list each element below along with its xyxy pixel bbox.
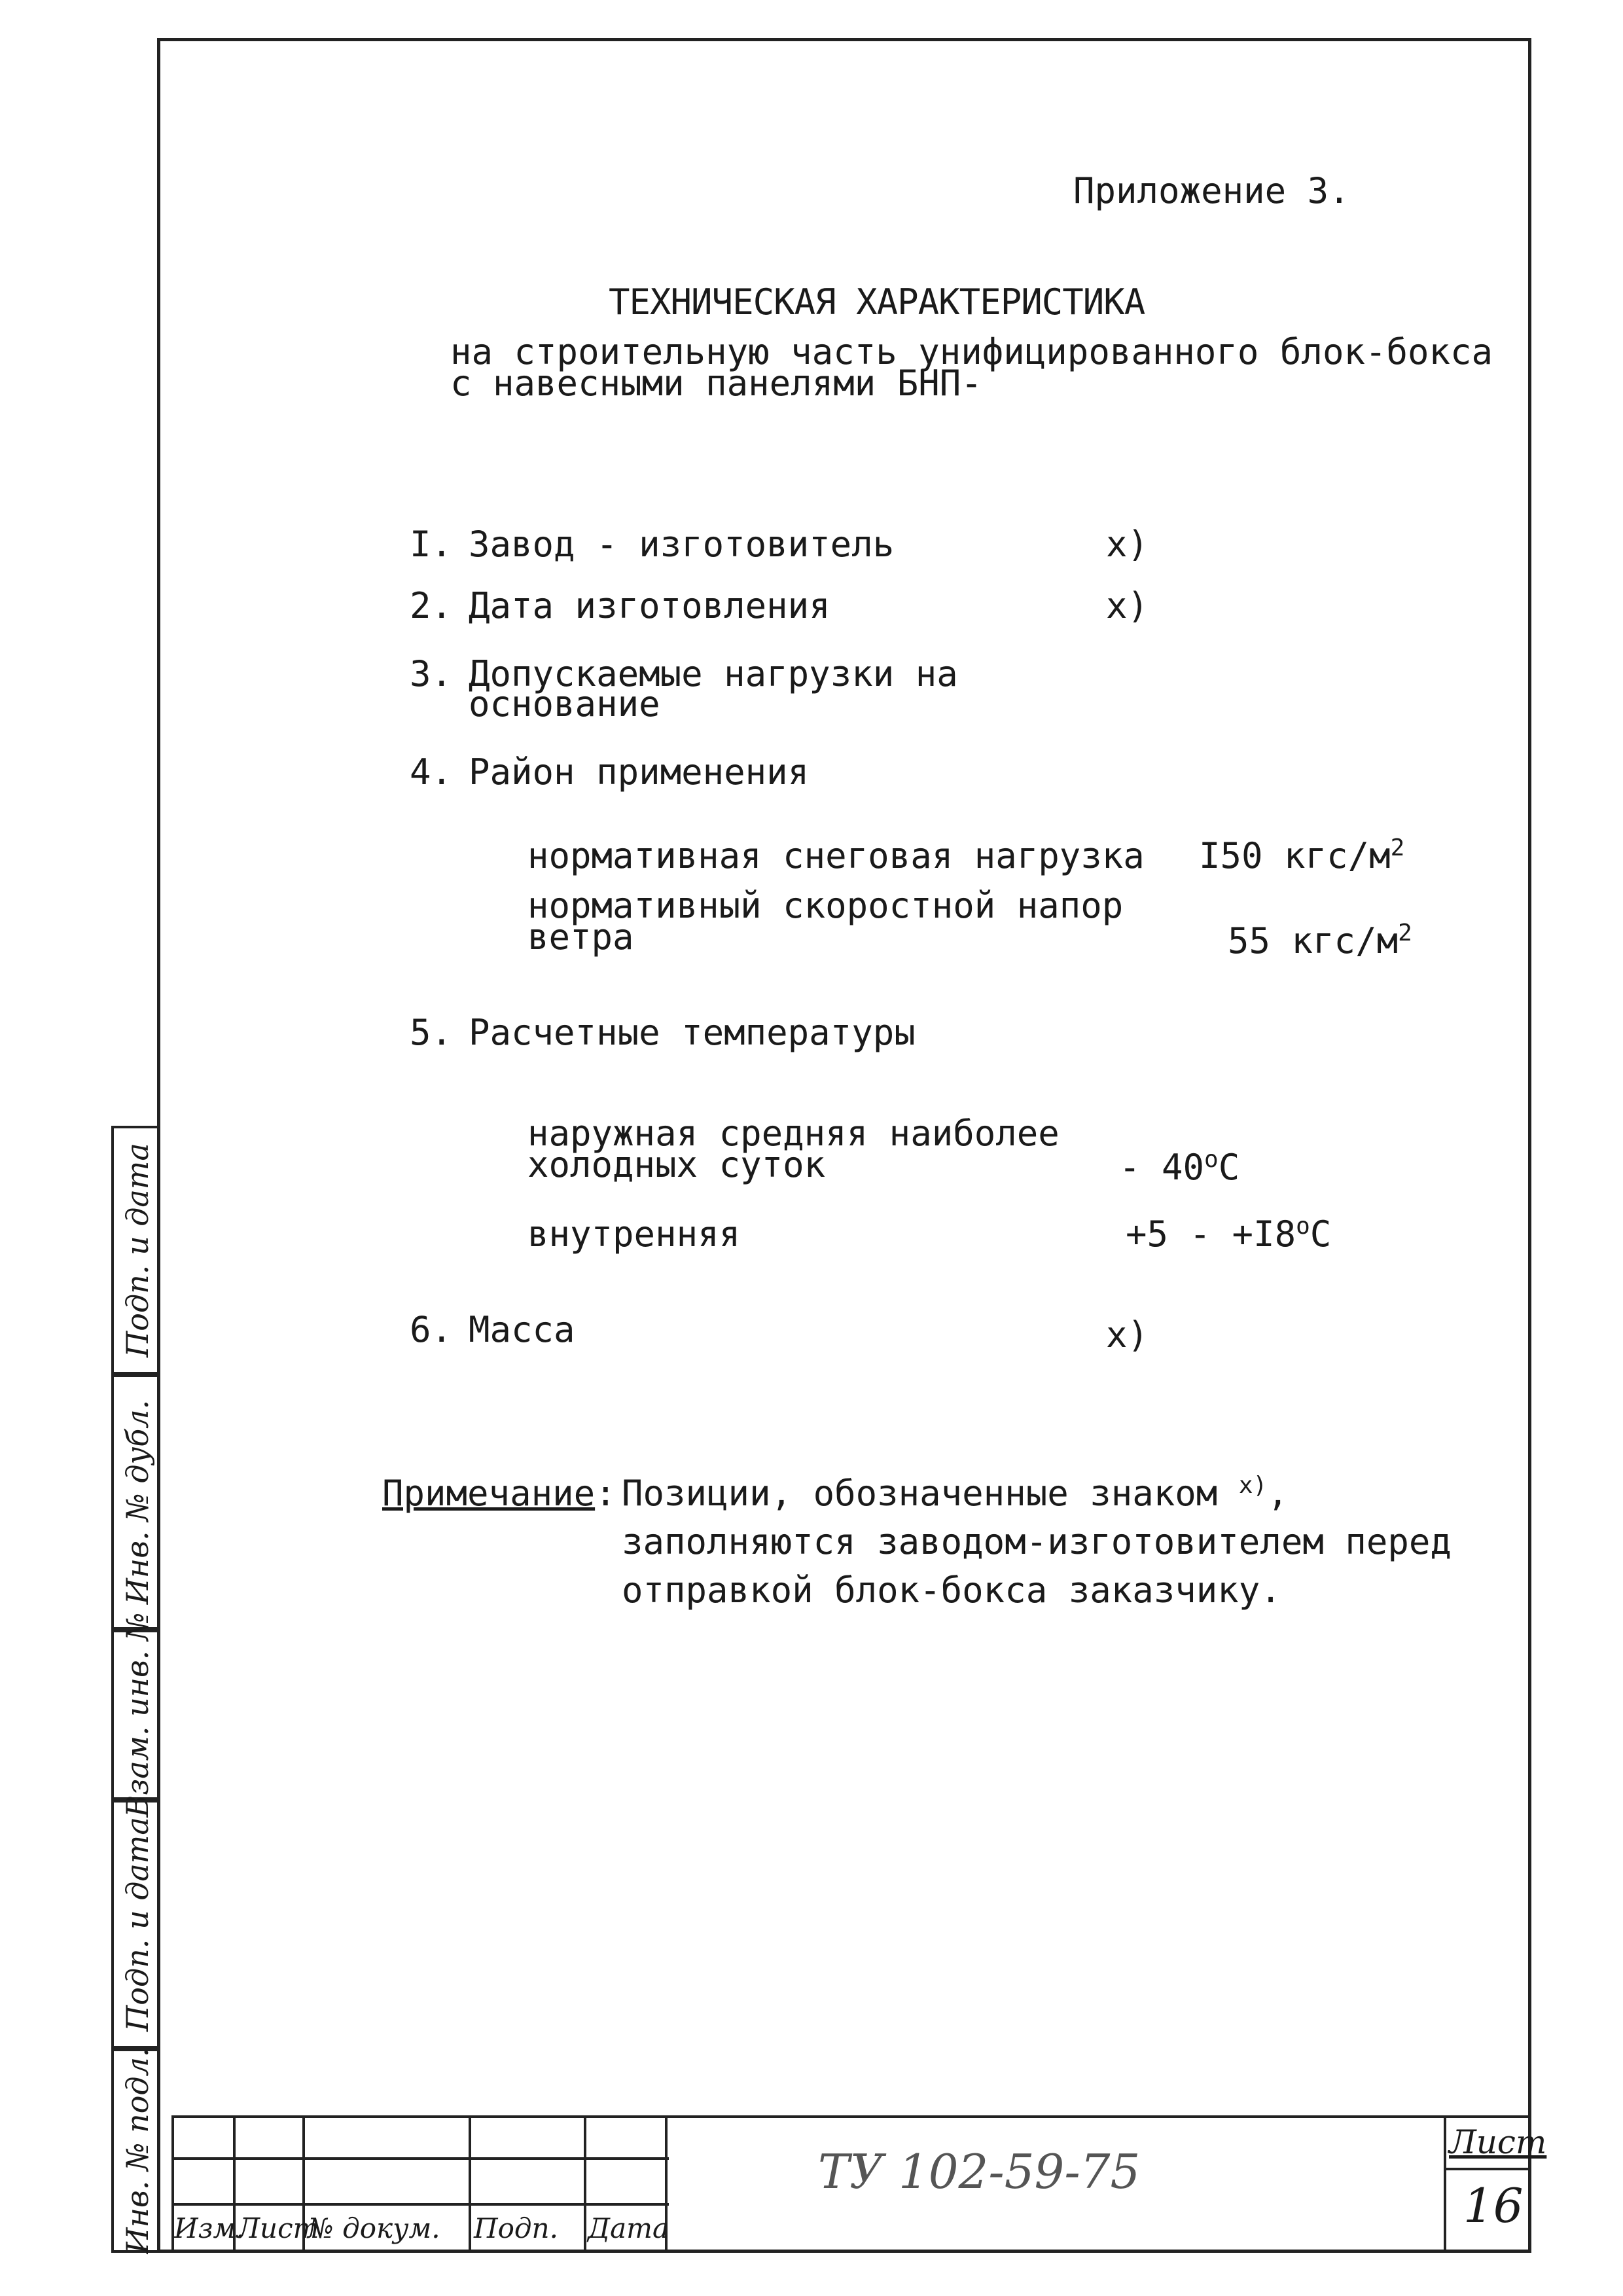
note-line-1: Позиции, обозначенные знаком $^{x)}$, (622, 1472, 1289, 1514)
note-line-2: заполняются заводом-изготовителем перед (622, 1521, 1452, 1562)
item-3-number: 3. (410, 653, 453, 694)
wind-pressure-value: 55 кгс/$м^2$ (1228, 920, 1412, 961)
title-block-col-line-6 (1444, 2115, 1446, 2253)
sheet-label: Лист (1449, 2123, 1547, 2161)
item-2-value: x) (1106, 585, 1149, 626)
title-block-col-line-4 (584, 2115, 586, 2253)
wind-pressure-label-1: нормативный скоростной напор (527, 885, 1124, 926)
item-3-label: Допускаемые нагрузки на (469, 653, 958, 694)
col-list: Лист (237, 2212, 319, 2244)
item-2-label: Дата изготовления (469, 585, 830, 626)
col-data: Дата (588, 2212, 669, 2244)
note-line-3: отправкой блок-бокса заказчику. (622, 1570, 1281, 1611)
side-stamp-cell-2 (111, 1374, 160, 1630)
snow-load-value: I50 кгс/$м^2$ (1199, 834, 1405, 876)
side-stamp-text-2: Инв. № дубл. (119, 1399, 155, 1605)
side-stamp-text-4: Подп. и дата (119, 1817, 155, 2032)
side-stamp-cell-4 (111, 1800, 160, 2049)
item-6-number: 6. (410, 1309, 453, 1350)
item-3-label-cont: основание (469, 683, 660, 725)
item-5-number: 5. (410, 1012, 453, 1053)
title-block-row-line-1 (171, 2157, 669, 2160)
title-block-col-line-3 (469, 2115, 471, 2253)
wind-pressure-label-2: ветра (527, 916, 634, 958)
col-izm: Изм. (174, 2212, 245, 2244)
item-1-number: I. (410, 524, 453, 565)
subtitle-line-2: с навесными панелями БНП- (450, 363, 982, 404)
item-2-number: 2. (410, 585, 453, 626)
title-block-row-line-2 (171, 2203, 669, 2206)
side-stamp-cell-3 (111, 1612, 160, 1818)
outer-temp-value: - 40$^o$C (1119, 1146, 1240, 1188)
inner-temp-value: $+5 - +I8^oC$ (1126, 1213, 1332, 1255)
col-podp: Подп. (474, 2212, 558, 2244)
appendix-label: Приложение 3. (1073, 170, 1350, 211)
subtitle-line-1: на строительную часть унифицированного блок-бокса (450, 331, 1493, 372)
item-4-number: 4. (410, 751, 453, 793)
side-stamp-cell-1 (111, 1126, 160, 1374)
side-stamp-text-3: Взам. инв. № (119, 1612, 155, 1818)
item-4-label: Район применения (469, 751, 810, 793)
sheet-number: 16 (1463, 2178, 1524, 2233)
side-stamp-text-5: Инв. № подл. (119, 2047, 155, 2254)
item-6-value: x) (1106, 1314, 1149, 1355)
note-label: Примечание: (382, 1473, 616, 1514)
item-5-label: Расчетные температуры (469, 1012, 916, 1053)
sheet-cell-divider (1444, 2168, 1531, 2170)
title-block-top-line (171, 2115, 1531, 2118)
side-stamp-text-1: Подп. и дата (119, 1143, 155, 1357)
col-ndok: № докум. (308, 2212, 440, 2244)
item-6-label: Масса (469, 1309, 575, 1350)
snow-load-label: нормативная снеговая нагрузка (527, 835, 1145, 876)
outer-temp-label-2: холодных суток (527, 1144, 826, 1185)
document-code: ТУ 102-59-75 (818, 2144, 1141, 2199)
item-1-value: x) (1106, 524, 1149, 565)
item-1-label: Завод - изготовитель (469, 524, 895, 565)
document-title: ТЕХНИЧЕСКАЯ ХАРАКТЕРИСТИКА (609, 281, 1145, 323)
inner-temp-label: внутренняя (527, 1213, 741, 1255)
outer-temp-label-1: наружная средняя наиболее (527, 1113, 1060, 1154)
side-stamp-cell-5 (111, 2049, 160, 2253)
